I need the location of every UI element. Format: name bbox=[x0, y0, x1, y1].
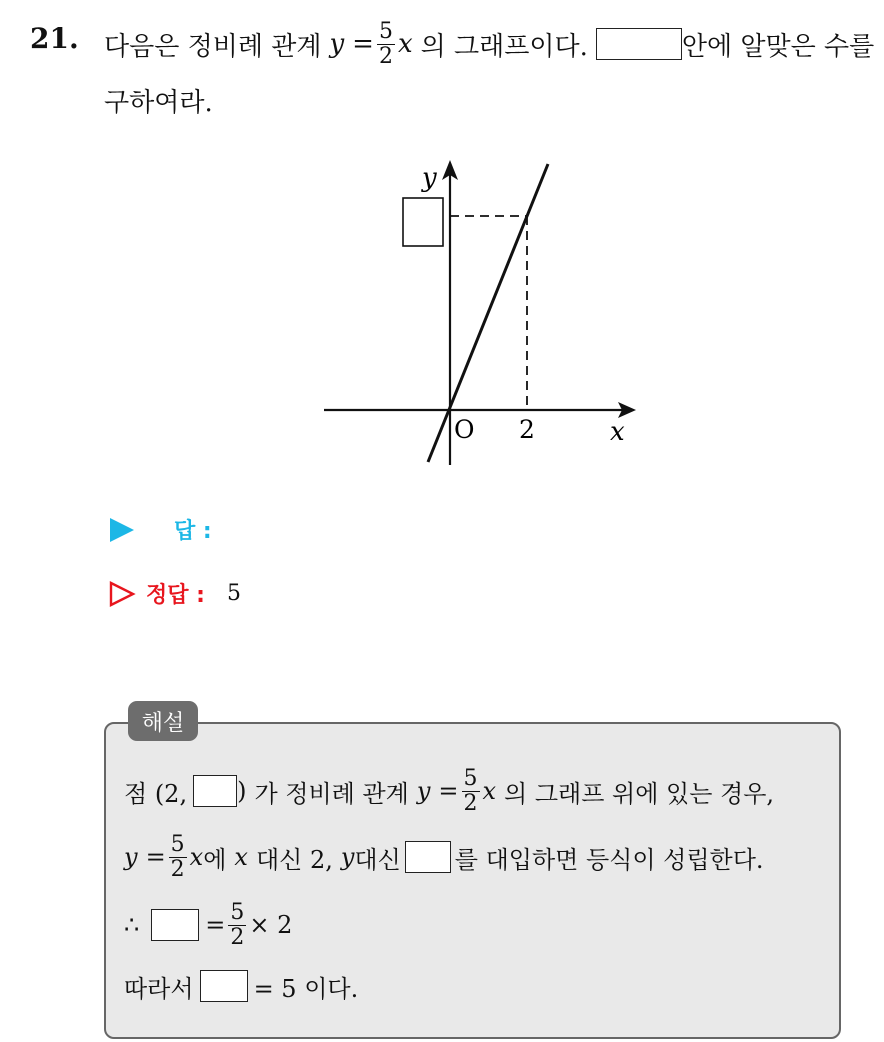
exp1-num: 5 bbox=[463, 765, 478, 791]
eq-equals: = bbox=[352, 29, 374, 59]
eq-fraction bbox=[377, 18, 395, 69]
exp1-close: ) bbox=[237, 777, 247, 805]
correct-label: 정답 : bbox=[146, 583, 205, 608]
graph-blank-box bbox=[403, 198, 443, 246]
exp1-blank-box bbox=[193, 775, 237, 807]
explanation-line-4 bbox=[124, 966, 358, 1006]
exp1-y: y bbox=[416, 777, 431, 805]
exp3-therefore: ∴ bbox=[124, 911, 140, 939]
question-text-before: 다음은 정비례 관계 bbox=[104, 31, 322, 62]
outline-triangle-icon bbox=[108, 581, 136, 607]
correct-answer-row bbox=[108, 578, 241, 609]
blank-box bbox=[596, 28, 682, 60]
exp1-x: x bbox=[482, 777, 497, 805]
play-triangle-icon bbox=[108, 517, 136, 543]
origin-label: O bbox=[454, 415, 475, 444]
exp3-eq: = bbox=[205, 911, 226, 939]
exp3-num: 5 bbox=[230, 899, 245, 925]
correct-value: 5 bbox=[226, 581, 241, 606]
answer-label: 답 : bbox=[174, 519, 212, 544]
tick-label-2: 2 bbox=[519, 415, 535, 444]
exp2-blank-box bbox=[405, 841, 451, 873]
question-text-after: 안에 알맞은 수를 bbox=[681, 31, 875, 62]
eq-fraction-numerator: 5 bbox=[378, 18, 393, 44]
exp2-x2: x bbox=[234, 843, 248, 871]
exp2-num: 5 bbox=[170, 831, 185, 857]
exp1-prefix: 점 (2, bbox=[124, 779, 188, 808]
exp1-suffix: 의 그래프 위에 있는 경우, bbox=[504, 779, 775, 808]
exp2-x: x bbox=[189, 843, 204, 871]
x-axis-label: x bbox=[610, 417, 625, 447]
answer-row bbox=[108, 514, 212, 545]
exp4-suffix: = 5 이다. bbox=[253, 974, 359, 1003]
exp1-eq: = bbox=[438, 777, 459, 805]
eq-x: x bbox=[397, 29, 413, 59]
y-axis-label: y bbox=[422, 163, 437, 193]
explanation-line-3 bbox=[124, 896, 292, 954]
explanation-line-1 bbox=[124, 762, 774, 820]
exp2-den: 2 bbox=[170, 856, 185, 882]
proportion-graph bbox=[300, 150, 660, 480]
explanation-tag: 해설 bbox=[128, 701, 198, 741]
eq-y: y bbox=[329, 29, 345, 59]
exp3-den: 2 bbox=[230, 924, 245, 950]
exp1-fraction bbox=[462, 765, 480, 816]
exp4-blank-box bbox=[200, 970, 248, 1002]
exp4-prefix: 따라서 bbox=[124, 974, 194, 1003]
question-line-2: 구하여라. bbox=[104, 87, 213, 118]
exp2-t3: 대신 bbox=[354, 845, 401, 874]
exp3-times: × 2 bbox=[249, 911, 293, 939]
exp2-t2: 대신 2, bbox=[255, 845, 333, 874]
exp2-t1: 에 bbox=[203, 845, 227, 874]
exp2-t4: 를 대입하면 등식이 성립한다. bbox=[454, 845, 764, 874]
exp3-fraction bbox=[228, 899, 246, 950]
exp1-mid: 가 정비례 관계 bbox=[254, 779, 409, 808]
exp3-blank-box bbox=[151, 909, 199, 941]
exp2-y2: y bbox=[340, 843, 355, 871]
exp1-den: 2 bbox=[463, 790, 478, 816]
exp2-y: y bbox=[124, 843, 138, 871]
exp2-fraction bbox=[169, 831, 187, 882]
explanation-line-2 bbox=[124, 828, 764, 886]
question-line-1 bbox=[104, 14, 874, 74]
question-text-middle: 의 그래프이다. bbox=[420, 31, 588, 62]
question-number: 21. bbox=[30, 22, 79, 55]
exp2-eq: = bbox=[145, 843, 166, 871]
eq-fraction-denominator: 2 bbox=[378, 43, 393, 69]
